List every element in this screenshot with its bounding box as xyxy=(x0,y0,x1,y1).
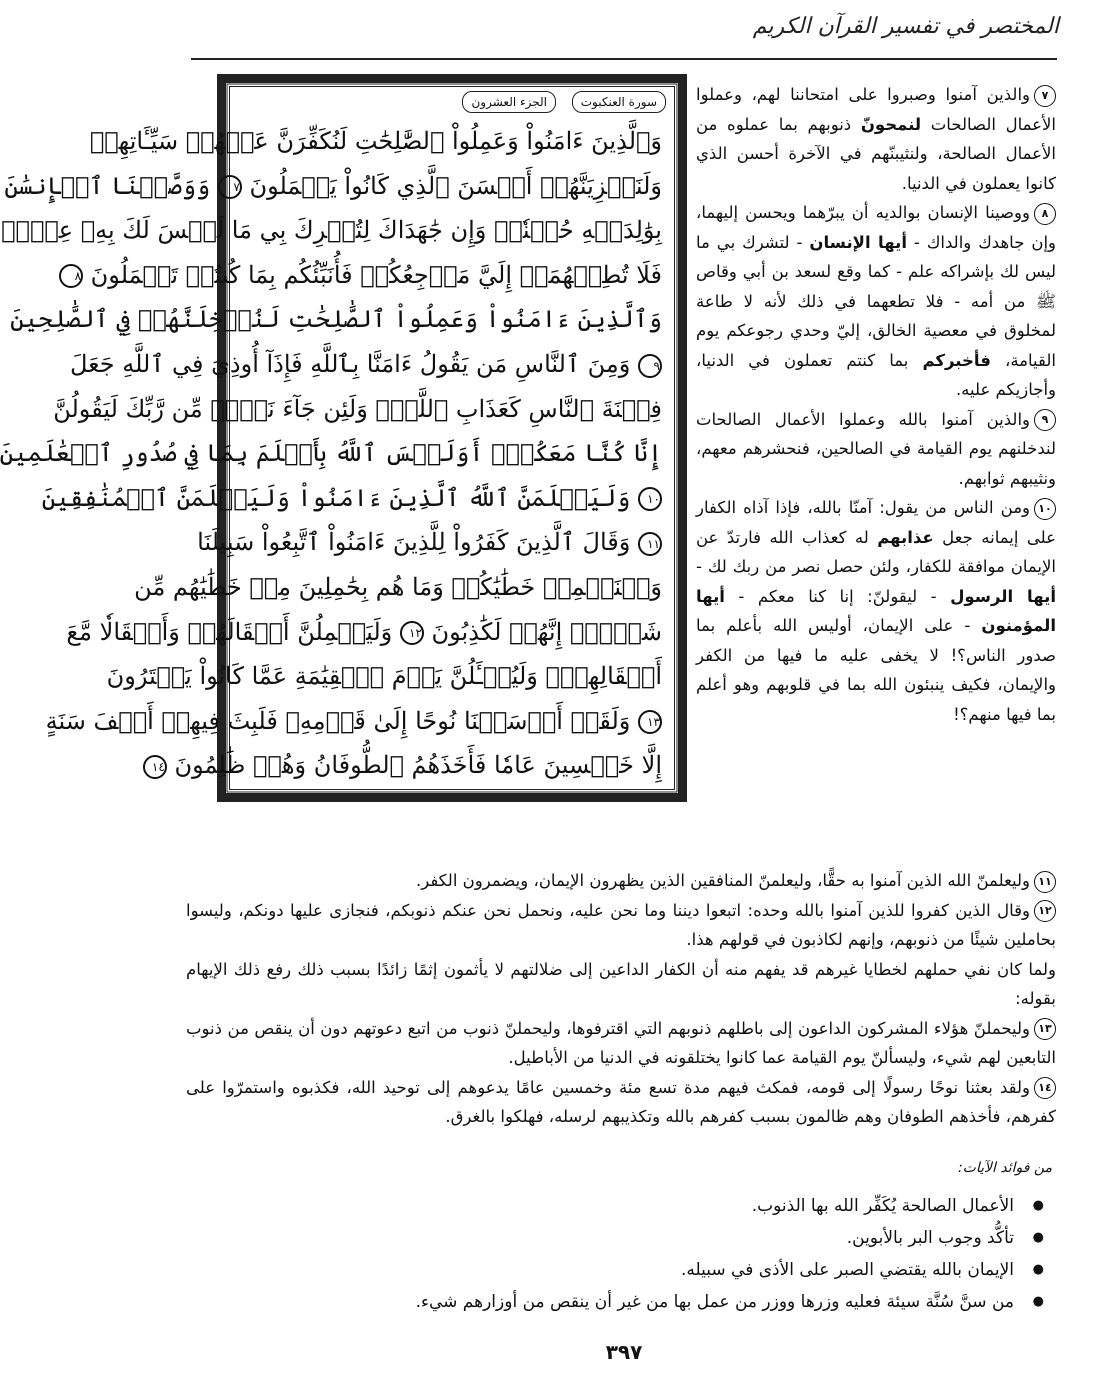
quran-line-text: بِوَٰلِدَيۡهِ حُسۡنٗاۖ وَإِن جَٰهَدَاكَ لِتُشۡرِكَ بِي مَا لَيۡسَ لَكَ بِهِۦ عِلۡمٞ xyxy=(1,216,662,245)
quran-line xyxy=(66,612,662,652)
tafsir-paragraph xyxy=(696,493,1056,729)
quran-line-text: وَلۡنَحۡمِلۡ خَطَٰيَٰكُمۡ وَمَا هُم بِحَٰمِلِينَ مِنۡ خَطَٰيَٰهُم مِّن xyxy=(134,573,662,601)
quran-line-text: إِنَّا كُنَّا مَعَكُمۡۚ أَوَلَيۡسَ ٱللَّهُ بِأَعۡلَمَ بِمَا فِي صُدُورِ ٱلۡعَٰلَمِينَ xyxy=(0,439,662,468)
tafsir-text: ومن الناس من يقول: آمنّا بالله، فإذا آذاه الكفار على إيمانه جعل xyxy=(696,498,1056,547)
verse-number-badge: ٧ xyxy=(1034,85,1056,107)
tafsir-column xyxy=(696,80,1056,729)
tafsir-paragraph xyxy=(696,198,1056,405)
tafsir-text: ذنوبهم بما عملوه من الأعمال الصالحة، ولنثيبنّهم في الآخرة أحسن الذي كانوا يعملون في الدنيا. xyxy=(696,114,1056,193)
tafsir-text: والذين آمنوا وصبروا على امتحاننا لهم، وعملوا الأعمال الصالحات xyxy=(696,85,1056,134)
tafsir-paragraph xyxy=(696,405,1056,494)
verse-number-marker: ١٢ xyxy=(400,621,424,645)
quran-line xyxy=(45,701,662,741)
quran-line xyxy=(4,166,662,206)
benefit-item: ● تأكُّد وجوب البر بالأبوين. xyxy=(214,1222,1044,1254)
tafsir-text: وليعلمنّ الله الذين آمنوا به حقًّا، وليعلمنّ المنافقين الذين يظهرون الإيمان، ويضمرون الكفر. xyxy=(415,871,1030,890)
tafsir-text: - ليقولنّ: إنا كنا معكم - xyxy=(724,586,951,606)
tafsir-text: - لتشرك بي ما ليس لك بإشراكه علم - كما وقع لسعد بن أبي وقاص ﷺ من أمه - فلا تطعهما في ذلك لأنه لا طاعة لمخلوق في معصية الخالق، إليّ وحدي رجوعكم يوم القيامة، xyxy=(696,232,1056,370)
quran-line xyxy=(70,344,662,384)
benefits-list xyxy=(214,1190,1044,1318)
tafsir-text: ولما كان نفي حملهم لخطايا غيرهم قد يفهم منه أن الكفار الداعين إلى ضلالتهم لا يأثمون إثمًا زائدًا بسبب ذلك رفع ذلك الإيهام بقوله: xyxy=(186,959,1056,1008)
tafsir-paragraph xyxy=(696,80,1056,198)
verse-number-marker: ٨ xyxy=(59,264,83,288)
verse-number-marker: ١٠ xyxy=(638,487,662,511)
verse-number-badge: ١٤ xyxy=(1034,1077,1056,1099)
quran-line-text: وَمِنَ ٱلنَّاسِ مَن يَقُولُ ءَامَنَّا بِٱللَّهِ فَإِذَآ أُوذِيَ فِي ٱللَّهِ جَعَلَ xyxy=(70,350,638,378)
emphasis-text: فأخبركم xyxy=(922,350,991,370)
verse-number-badge: ١١ xyxy=(1034,871,1056,893)
verse-number-badge: ٨ xyxy=(1034,203,1056,225)
benefits-heading: من فوائد الآيات: xyxy=(957,1160,1052,1176)
quran-line xyxy=(53,389,662,429)
emphasis-text: أيها المؤمنون xyxy=(696,586,1056,635)
tafsir-paragraph xyxy=(186,1073,1056,1132)
tafsir-paragraph xyxy=(186,1014,1056,1073)
verse-number-marker: ١٤ xyxy=(143,755,167,779)
tafsir-full-width xyxy=(186,866,1056,1132)
tafsir-paragraph xyxy=(186,866,1056,896)
verse-number-marker: ١١ xyxy=(638,532,662,556)
emphasis-text: أيها الإنسان xyxy=(809,232,907,252)
quran-line xyxy=(41,478,662,518)
verse-number-badge: ١٣ xyxy=(1034,1018,1056,1040)
benefit-item: ● من سنَّ سُنَّة سيئة فعليه وزرها ووزر من عمل بها من غير أن ينقص من أوزارهم شيء. xyxy=(214,1286,1044,1318)
verse-number-badge: ١٠ xyxy=(1034,498,1056,520)
quran-line xyxy=(89,121,662,161)
emphasis-text: عذابهم xyxy=(877,527,934,547)
tafsir-paragraph xyxy=(186,955,1056,1014)
quran-line xyxy=(151,745,662,785)
quran-line xyxy=(197,522,662,562)
quran-line xyxy=(134,567,662,607)
quran-line xyxy=(74,255,662,295)
emphasis-text: لنمحونّ xyxy=(860,114,922,134)
emphasis-text: أيها الرسول xyxy=(950,586,1056,606)
quran-line-text: وَقَالَ ٱلَّذِينَ كَفَرُواْ لِلَّذِينَ ءَامَنُواْ ٱتَّبِعُواْ سَبِيلَنَا xyxy=(197,528,638,557)
quran-line-text: فِتۡنَةَ ٱلنَّاسِ كَعَذَابِ ٱللَّهِۖ وَلَئِن جَآءَ نَصۡرٞ مِّن رَّبِّكَ لَيَقُولُنَّ xyxy=(53,394,662,423)
quran-line-text: وَلَنَجۡزِيَنَّهُمۡ أَحۡسَنَ ٱلَّذِي كَانُواْ يَعۡمَلُونَ xyxy=(241,171,662,200)
book-title: المختصر في تفسير القرآن الكريم xyxy=(752,14,1059,39)
juz-label: الجزء العشرون xyxy=(462,91,556,113)
benefit-item: ● الإيمان بالله يقتضي الصبر على الأذى في سبيله. xyxy=(214,1254,1044,1286)
quran-line xyxy=(0,433,662,473)
header-divider xyxy=(191,58,1057,60)
tafsir-text: بما كنتم تعملون في الدنيا، وأجازيكم عليه. xyxy=(696,350,1056,399)
tafsir-text: والذين آمنوا بالله وعملوا الأعمال الصالحات لندخلنهم يوم القيامة في الصالحين، فنحشرهم معهم، ونثيبهم ثوابهم. xyxy=(696,409,1056,488)
quran-line-text: وَلَقَدۡ أَرۡسَلۡنَا نُوحًا إِلَىٰ قَوۡمِهِۦ فَلَبِثَ فِيهِمۡ أَلۡفَ سَنَةٍ xyxy=(45,706,638,735)
quran-line xyxy=(106,656,662,696)
page-number: ٣٩٧ xyxy=(605,1340,643,1364)
verse-number-marker: ٧ xyxy=(218,175,242,199)
quran-text-frame xyxy=(0,74,687,802)
verse-number-badge: ٩ xyxy=(1034,409,1056,431)
tafsir-text: - على الإيمان، أوليس الله بأعلم بما صدور الناس؟! لا يخفى عليه ما فيها من الكفر والإيمان، فكيف ينبئون الله بما في قلوبهم وهو أعلم بما فيها منهم؟! xyxy=(696,616,1056,724)
quran-line-text: وَٱلَّذِينَ ءَامَنُواْ وَعَمِلُواْ ٱلصَّٰلِحَٰتِ لَنُكَفِّرَنَّ عَنۡهُمۡ سَيِّـَٔاتِهِمۡ xyxy=(89,127,662,155)
quran-line-text: وَلَيَعۡلَمَنَّ ٱللَّهُ ٱلَّذِينَ ءَامَنُواْ وَلَيَعۡلَمَنَّ ٱلۡمُنَٰفِقِينَ xyxy=(41,483,638,512)
quran-line-text: فَلَا تُطِعۡهُمَآۚ إِلَيَّ مَرۡجِعُكُمۡ فَأُنَبِّئُكُم بِمَا كُنتُمۡ تَعۡمَلُونَ xyxy=(83,260,662,289)
quran-line-text: أَثۡقَالِهِمۡۖ وَلَيُسۡـَٔلُنَّ يَوۡمَ ٱلۡقِيَٰمَةِ عَمَّا كَانُواْ يَفۡتَرُونَ xyxy=(106,662,662,691)
verse-number-marker: ٩ xyxy=(638,354,662,378)
tafsir-text: له كعذاب الله فارتدّ عن الإيمان موافقة للكفار، ولئن حصل نصر من ربك لك - xyxy=(696,527,1056,576)
quran-line-text: وَلَيَحۡمِلُنَّ أَثۡقَالَهُمۡ وَأَثۡقَالٗا مَّعَ xyxy=(66,617,400,646)
verse-number-badge: ١٢ xyxy=(1034,900,1056,922)
surah-label: سورة العنكبوت xyxy=(572,91,666,113)
quran-line xyxy=(10,299,662,339)
quran-line-text: وَوَصَّيۡنَا ٱلۡإِنسَٰنَ xyxy=(4,171,218,200)
tafsir-text: وقال الذين كفروا للذين آمنوا بالله وحده: اتبعوا ديننا وما نحن عليه، ونحمل نحن عنكم ذنوبكم، فنجازى عليها دونكم، وليسوا بحاملين شيئًا من ذنوبهم، وإنهم لكاذبون في قولهم هذا. xyxy=(186,900,1056,949)
benefit-item: ● الأعمال الصالحة يُكَفِّر الله بها الذنوب. xyxy=(214,1190,1044,1222)
tafsir-text: وليحملنّ هؤلاء المشركون الداعون إلى باطلهم ذنوبهم التي اقترفوها، وليحملنّ ذنوب من اتبع دعوتهم دون أن ينقص من ذنوب التابعين لهم شيء، وليسألنّ يوم القيامة عما كانوا يختلقونه في الدنيا من الأباطيل. xyxy=(186,1018,1056,1067)
verse-number-marker: ١٣ xyxy=(638,710,662,734)
quran-line-text: شَيۡءٍۖ إِنَّهُمۡ لَكَٰذِبُونَ xyxy=(423,617,662,646)
quran-line xyxy=(1,210,662,250)
quran-line-text: وَٱلَّذِينَ ءَامَنُواْ وَعَمِلُواْ ٱلصَّٰلِحَٰتِ لَنُدۡخِلَنَّهُمۡ فِي ٱلصَّٰلِحِينَ xyxy=(10,305,662,334)
quran-line-text: إِلَّا خَمۡسِينَ عَامٗا فَأَخَذَهُمُ ٱلطُّوفَانُ وَهُمۡ ظَٰلِمُونَ xyxy=(166,751,662,780)
tafsir-text: ووصينا الإنسان بوالديه أن يبرّهما ويحسن إليهما، وإن جاهدك والداك - xyxy=(696,203,1057,252)
tafsir-text: ولقد بعثنا نوحًا رسولًا إلى قومه، فمكث فيهم مدة تسع مئة وخمسين عامًا يدعوهم إلى توحيد الله، فكذبوه واستمرّوا على كفرهم، فأخذهم الطوفان وهم ظالمون بسبب كفرهم بالله وتكذيبهم لرسله، فهلكوا بالغرق. xyxy=(186,1077,1056,1126)
tafsir-paragraph xyxy=(186,896,1056,955)
